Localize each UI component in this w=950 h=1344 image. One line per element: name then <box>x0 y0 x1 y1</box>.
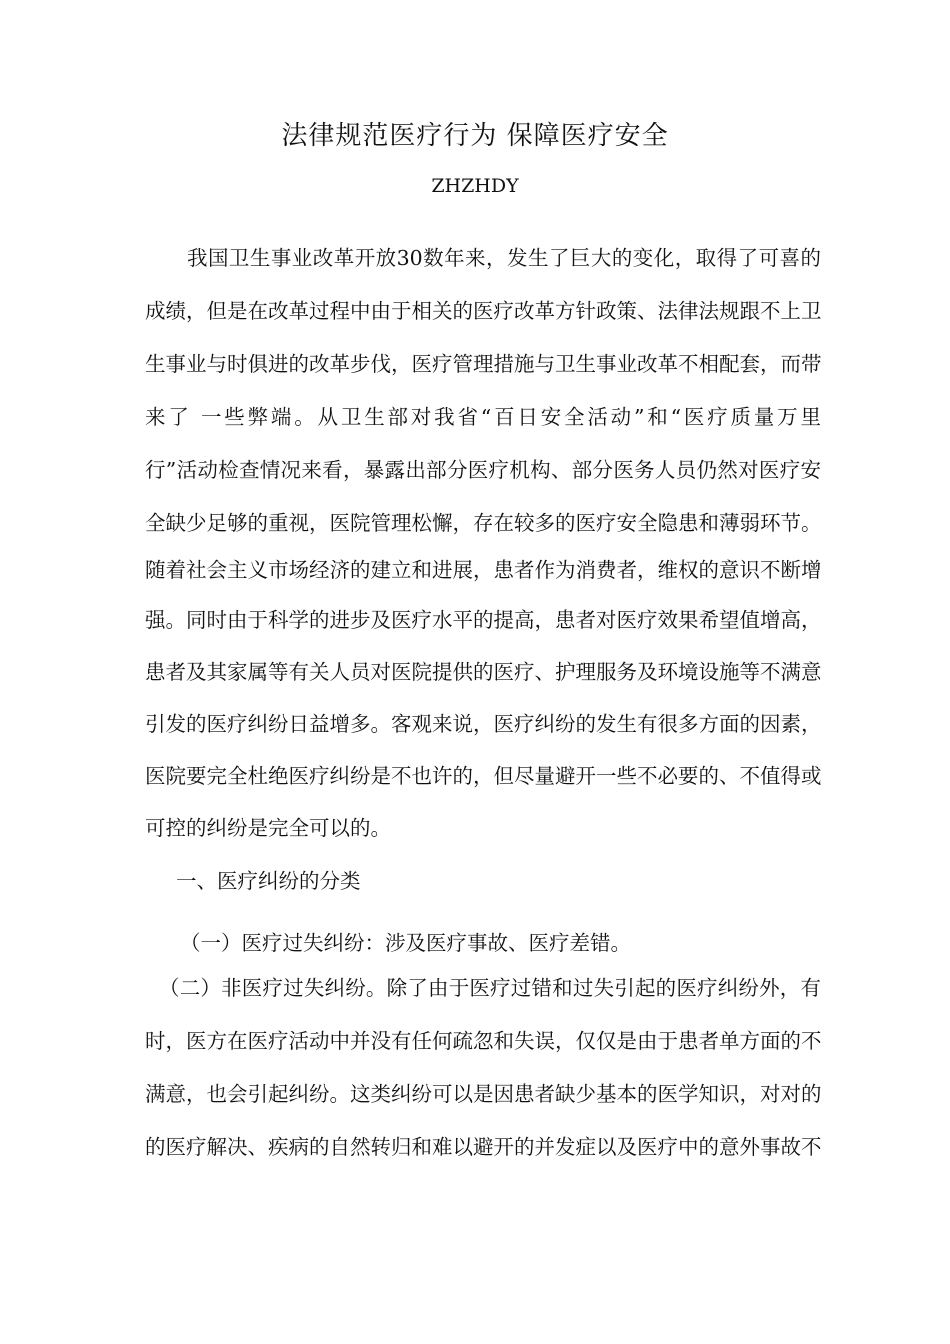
paragraph-line: 强。同时由于科学的进步及医疗水平的提高，患者对医疗效果希望值增高， <box>145 608 821 632</box>
paragraph-line: （二）非医疗过失纠纷。除了由于医疗过错和过失引起的医疗纠纷外，有 <box>159 976 821 1000</box>
paragraph-line: 生事业与时俱进的改革步伐，医疗管理措施与卫生事业改革不相配套，而带 <box>145 352 821 376</box>
paragraph-line: 引发的医疗纠纷日益增多。客观来说，医疗纠纷的发生有很多方面的因素， <box>145 712 821 736</box>
list-item: （一）医疗过失纠纷：涉及医疗事故、医疗差错。 <box>180 931 631 955</box>
paragraph-line: 随着社会主义市场经济的建立和进展，患者作为消费者，维权的意识不断增 <box>145 558 821 582</box>
paragraph-line: 的医疗解决、疾病的自然转归和难以避开的并发症以及医疗中的意外事故不 <box>145 1135 821 1159</box>
paragraph-line: 可控的纠纷是完全可以的。 <box>145 816 391 840</box>
paragraph-line: 行”活动检查情况来看，暴露出部分医疗机构、部分医务人员仍然对医疗安 <box>145 458 821 482</box>
document-author: ZHZHDY <box>431 175 519 197</box>
paragraph-line: 来了 一些弊端。从卫生部对我省“百日安全活动”和“医疗质量万里 <box>145 405 821 429</box>
document-title: 法律规范医疗行为 保障医疗安全 <box>281 121 669 151</box>
section-heading: 一、医疗纠纷的分类 <box>176 869 361 893</box>
paragraph-line: 成绩，但是在改革过程中由于相关的医疗改革方针政策、法律法规跟不上卫 <box>145 299 821 323</box>
paragraph-line: 我国卫生事业改革开放30数年来，发生了巨大的变化，取得了可喜的 <box>187 246 821 270</box>
paragraph-line: 满意，也会引起纠纷。这类纠纷可以是因患者缺少基本的医学知识，对对的 <box>145 1082 821 1106</box>
paragraph-line: 医院要完全杜绝医疗纠纷是不也许的，但尽量避开一些不必要的、不值得或 <box>145 764 821 788</box>
paragraph-line: 全缺少足够的重视，医院管理松懈，存在较多的医疗安全隐患和薄弱环节。 <box>145 511 821 535</box>
paragraph-line: 时，医方在医疗活动中并没有任何疏忽和失误，仅仅是由于患者单方面的不 <box>145 1029 821 1053</box>
paragraph-line: 患者及其家属等有关人员对医院提供的医疗、护理服务及环境设施等不满意 <box>145 660 821 684</box>
